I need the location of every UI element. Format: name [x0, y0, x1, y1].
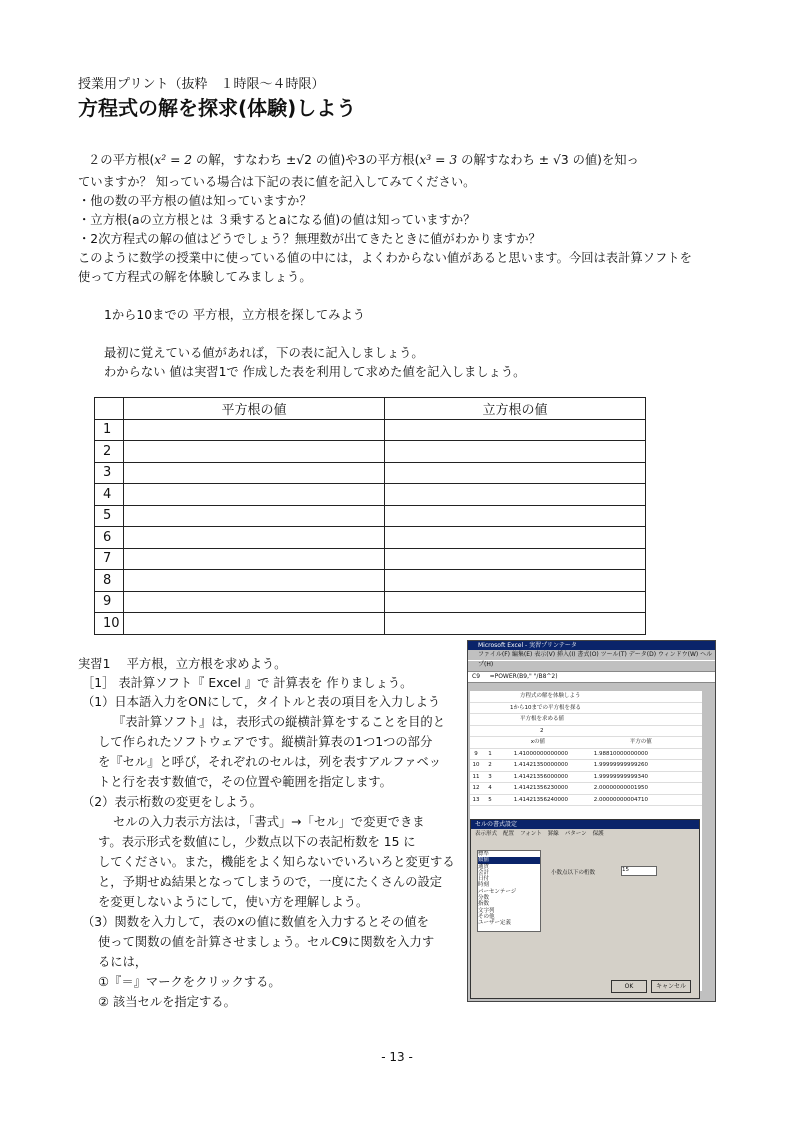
table-row — [95, 527, 646, 549]
row-number: 4 — [95, 484, 124, 506]
table-row — [95, 462, 646, 484]
category-item[interactable]: 日付 — [478, 876, 490, 883]
exercise-heading: 実習1 平方根，立方根を求めよう。 — [78, 657, 287, 671]
sheet-cell[interactable]: 5 — [488, 796, 492, 803]
sheet-cell[interactable]: 1.41000000000000 — [513, 750, 568, 757]
sheet-cell[interactable]: 1.41421356230000 — [513, 785, 568, 791]
category-list[interactable] — [477, 850, 541, 932]
sheet-data-row — [470, 760, 702, 772]
exercise-p2a: （2）表示桁数の変更をしよう。 — [82, 795, 262, 809]
table-header-cube-root: 立方根の値 — [385, 398, 646, 420]
sheet-data-row — [470, 749, 702, 761]
square-root-cell[interactable] — [124, 591, 385, 613]
dialog-tab[interactable]: 表示形式 — [475, 831, 498, 837]
row-number: 10 — [95, 613, 124, 635]
sheet-cell[interactable]: 9 — [474, 750, 478, 757]
intro-line-3: ・他の数の平方根の値は知っていますか？ — [78, 194, 312, 208]
ok-button[interactable]: OK — [611, 980, 647, 993]
column-x-header: xの値 — [530, 739, 545, 745]
value-table — [94, 397, 646, 635]
dialog-tab[interactable]: 保護 — [592, 831, 604, 837]
row-number: 1 — [95, 419, 124, 441]
exercise-p2e: と，予期せぬ結果となってしまうので，一度にたくさんの設定 — [98, 875, 443, 889]
sheet-cell[interactable]: 12 — [472, 785, 480, 791]
sheet-cell[interactable]: 1.98810000000000 — [593, 750, 648, 757]
sheet-cell[interactable]: 1.99999999999260 — [593, 762, 648, 768]
row-number: 3 — [95, 462, 124, 484]
cube-root-cell[interactable] — [385, 441, 646, 463]
intro-line-1: ２の平方根(x² = 2 の解，すなわち ±√2 の値)や3の平方根(x³ = 3 の解すなわち ± √3 の値)を知っ — [88, 153, 639, 167]
sheet-data-row — [470, 772, 702, 784]
task-instruction-2: わからない 値は実習1で 作成した表を利用して求めた値を記入しましょう。 — [104, 365, 526, 379]
table-row — [95, 419, 646, 441]
sheet-cell[interactable]: 1.99999999999340 — [593, 773, 648, 780]
sheet-cell[interactable]: 1.41421356240000 — [513, 796, 568, 803]
cube-root-cell[interactable] — [385, 570, 646, 592]
sheet-cell[interactable]: 3 — [488, 773, 492, 780]
category-item[interactable]: 通貨 — [478, 863, 490, 870]
table-header-blank — [95, 398, 124, 420]
square-root-cell[interactable] — [124, 548, 385, 570]
sheet-cell[interactable]: 2 — [488, 762, 492, 768]
square-root-cell[interactable] — [124, 613, 385, 635]
category-item[interactable]: パーセンテージ — [478, 888, 517, 895]
page-title: 方程式の解を探求(体験)しよう — [78, 96, 357, 120]
exercise-p3c: るには， — [98, 955, 148, 969]
excel-toolbar — [468, 660, 715, 672]
handout-subtitle: 授業用プリント（抜粋 １時限～４時限） — [78, 77, 325, 92]
intro-line-5: ・2次方程式の解の値はどうでしょう？無理数が出てきたときに値がわかりますか？ — [78, 232, 541, 246]
category-item[interactable]: 時刻 — [478, 882, 490, 889]
exercise-p1e: トと行を表す数値で，その位置や範囲を指定します。 — [98, 775, 392, 789]
task-heading: 1から10までの 平方根，立方根を探してみよう — [104, 308, 366, 322]
table-row — [95, 441, 646, 463]
sheet-cell[interactable]: 13 — [472, 796, 480, 803]
cube-root-cell[interactable] — [385, 505, 646, 527]
category-item[interactable]: 文字列 — [478, 907, 495, 914]
dialog-title: セルの書式設定 — [471, 820, 699, 829]
sheet-subtitle: 1から10までの平方根を探る — [470, 703, 702, 715]
equation-1: x² = 2 — [154, 153, 193, 167]
dialog-tabs — [471, 829, 699, 839]
square-root-cell[interactable] — [124, 441, 385, 463]
exercise-p3e: ② 該当セルを指定する。 — [98, 995, 236, 1009]
square-root-cell[interactable] — [124, 570, 385, 592]
table-row — [95, 505, 646, 527]
sheet-cell[interactable]: 2.00000000004710 — [593, 796, 648, 803]
dialog-tab[interactable]: パターン — [564, 831, 587, 837]
row-number: 9 — [95, 591, 124, 613]
cube-root-cell[interactable] — [385, 527, 646, 549]
intro-line-4: ・立方根(aの立方根とは ３乗するとaになる値)の値は知っていますか？ — [78, 213, 476, 227]
sheet-data-row — [470, 783, 702, 795]
dialog-tab[interactable]: 罫線 — [547, 831, 559, 837]
column-square-header: 平方の値 — [629, 739, 652, 745]
sheet-title: 方程式の解を体験しよう — [470, 691, 702, 703]
exercise-p2d: してください。また，機能をよく知らないでいろいろと変更する — [98, 855, 455, 869]
category-item[interactable]: 標準 — [478, 851, 490, 857]
dialog-tab[interactable]: フォント — [520, 831, 542, 837]
intro-line-6: このように数学の授業中に使っている値の中には，よくわからない値があると思います。今回は表計算ソフトを — [78, 251, 692, 265]
category-item[interactable]: 指数 — [478, 901, 490, 908]
square-root-cell[interactable] — [124, 505, 385, 527]
sheet-cell[interactable]: 1 — [488, 750, 492, 757]
equation-2: x³ = 3 — [419, 153, 458, 167]
dialog-tab[interactable]: 配置 — [503, 831, 515, 837]
excel-formula-bar — [468, 672, 715, 683]
exercise-p1d: を『セル』と呼び，それぞれのセルは，列を表すアルファベッ — [98, 755, 442, 769]
exercise-p2b: セルの入力表示方法は，「書式」→「セル」で変更できま — [113, 815, 425, 829]
sheet-data-row — [470, 795, 702, 807]
sheet-find-label: 平方根を求める値 — [470, 714, 702, 726]
square-root-cell[interactable] — [124, 419, 385, 441]
excel-title-bar: Microsoft Excel - 実習プリンテータ — [468, 641, 715, 650]
exercise-p3a: （3）関数を入力して，表のxの値に数値を入力するとその値を — [82, 915, 429, 929]
exercise-p1c: して作られたソフトウェアです。縦横計算表の1つ1つの部分 — [98, 735, 433, 749]
sheet-cell[interactable]: 1.41421356000000 — [513, 773, 568, 780]
category-item[interactable]: 分数 — [478, 895, 490, 902]
category-item[interactable]: 会計 — [478, 869, 490, 876]
excel-menu-bar: ファイル(F) 編集(E) 表示(V) 挿入(I) 書式(O) ツール(T) データ(D) ウィンドウ(W) ヘルプ(H) — [478, 651, 713, 668]
category-item[interactable]: 数値 — [478, 857, 540, 863]
square-root-cell[interactable] — [124, 462, 385, 484]
exercise-p3d: ①『＝』マークをクリックする。 — [98, 975, 281, 989]
sheet-cell[interactable]: 4 — [488, 785, 492, 791]
cube-root-cell[interactable] — [385, 613, 646, 635]
table-header-row — [95, 398, 646, 420]
square-root-cell[interactable] — [124, 527, 385, 549]
exercise-p2f: を変更しないようにして，使い方を理解しよう。 — [98, 895, 369, 909]
sheet-data-rows — [470, 749, 702, 807]
intro-line-2: ていますか？ 知っている場合は下記の表に値を記入してみてください。 — [78, 175, 476, 189]
exercise-p1a: （1）日本語入力をONにして，タイトルと表の項目を入力しよう — [82, 695, 441, 709]
cube-root-cell[interactable] — [385, 462, 646, 484]
sheet-cell[interactable]: 11 — [472, 773, 480, 780]
sheet-cell[interactable]: 10 — [472, 762, 480, 768]
excel-screenshot — [467, 640, 716, 1002]
table-row — [95, 548, 646, 570]
table-header-square-root: 平方根の値 — [124, 398, 385, 420]
category-item[interactable]: ユーザー定義 — [478, 920, 512, 927]
exercise-p1b: 『表計算ソフト』は，表形式の縦横計算をすることを目的と — [113, 715, 446, 729]
row-number: 8 — [95, 570, 124, 592]
exercise-step-1: ［1］ 表計算ソフト『 Excel 』で 計算表を 作りましょう。 — [82, 676, 413, 690]
cancel-button[interactable]: キャンセル — [651, 980, 691, 993]
cube-root-cell[interactable] — [385, 484, 646, 506]
category-item[interactable]: その他 — [478, 913, 495, 920]
task-instruction-1: 最初に覚えている値があれば，下の表に記入しましょう。 — [104, 346, 424, 360]
exercise-p2c: す。表示形式を数値にし，少数点以下の表記桁数を 15 に — [98, 835, 416, 849]
square-root-cell[interactable] — [124, 484, 385, 506]
table-row — [95, 570, 646, 592]
table-row — [95, 613, 646, 635]
sheet-find-value: 2 — [470, 726, 702, 738]
exercise-p3b: 使って関数の値を計算させましょう。セルC9に関数を入力す — [98, 935, 435, 949]
page-number: - 13 - — [381, 1050, 413, 1064]
row-number: 6 — [95, 527, 124, 549]
cube-root-cell[interactable] — [385, 548, 646, 570]
cube-root-cell[interactable] — [385, 419, 646, 441]
sheet-cell[interactable]: 2.00000000001950 — [593, 785, 648, 791]
intro-line-7: 使って方程式の解を体験してみましょう。 — [78, 270, 312, 284]
cell-reference: C9 — [472, 673, 481, 680]
sheet-column-headers — [470, 737, 702, 749]
cube-root-cell[interactable] — [385, 591, 646, 613]
decimals-input[interactable]: 15 — [621, 866, 657, 876]
row-number: 7 — [95, 548, 124, 570]
row-number: 5 — [95, 505, 124, 527]
table-row — [95, 484, 646, 506]
format-cells-dialog — [470, 819, 700, 999]
table-row — [95, 591, 646, 613]
sheet-cell[interactable]: 1.41421350000000 — [513, 762, 568, 768]
row-number: 2 — [95, 441, 124, 463]
formula-text: =POWER(B9," "/B8^2) — [489, 673, 558, 680]
decimals-label: 小数点以下の桁数 — [551, 870, 596, 876]
